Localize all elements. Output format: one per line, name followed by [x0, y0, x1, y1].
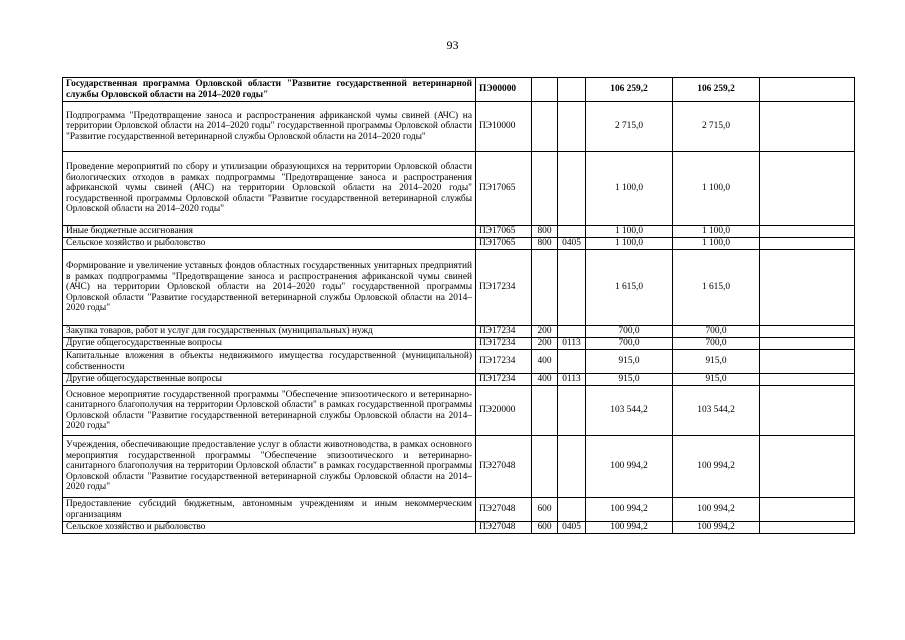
row-code: ПЭ17234 — [476, 374, 532, 386]
row-sum-1: 1 100,0 — [586, 152, 673, 226]
row-sum-2: 100 994,2 — [673, 498, 760, 522]
row-empty-cell — [760, 374, 855, 386]
row-code: ПЭ27048 — [476, 436, 532, 498]
row-sum-1: 103 544,2 — [586, 386, 673, 436]
table-row — [63, 386, 855, 436]
row-section — [558, 498, 586, 522]
row-sum-1: 100 994,2 — [586, 522, 673, 534]
row-sum-1: 915,0 — [586, 350, 673, 374]
row-name: Основное мероприятие государственной программы "Обеспечение эпизоотического и ветеринарно-санитарного благополучия на территории Орловской области" в рамках государственной программы Орловской области "Развитие государственной ветеринарной службы Орловской области на 2014–2020 годы" — [63, 386, 476, 436]
row-empty-cell — [760, 498, 855, 522]
row-sum-2: 1 100,0 — [673, 238, 760, 250]
row-code: ПЭ17234 — [476, 338, 532, 350]
budget-table — [62, 77, 855, 534]
row-expense-type: 800 — [532, 226, 558, 238]
row-expense-type — [532, 436, 558, 498]
row-code: ПЭ17065 — [476, 238, 532, 250]
row-code: ПЭ17065 — [476, 226, 532, 238]
row-section — [558, 250, 586, 326]
row-sum-1: 1 615,0 — [586, 250, 673, 326]
table-row — [63, 326, 855, 338]
row-section: 0113 — [558, 338, 586, 350]
row-sum-1: 915,0 — [586, 374, 673, 386]
budget-table-body — [63, 78, 855, 534]
table-row — [63, 226, 855, 238]
row-section — [558, 226, 586, 238]
row-empty-cell — [760, 386, 855, 436]
table-row — [63, 102, 855, 152]
row-section: 0405 — [558, 238, 586, 250]
row-section: 0113 — [558, 374, 586, 386]
row-section — [558, 102, 586, 152]
row-expense-type — [532, 250, 558, 326]
row-sum-2: 700,0 — [673, 326, 760, 338]
row-sum-1: 1 100,0 — [586, 226, 673, 238]
row-name: Подпрограмма "Предотвращение заноса и распространения африканской чумы свиней (АЧС) на территории Орловской области на 2014–2020 годы" государственной программы Орловской области "Развитие государственной ветеринарной службы Орловской области на 2014–2020 годы" — [63, 102, 476, 152]
row-sum-2: 106 259,2 — [673, 78, 760, 102]
row-name: Сельское хозяйство и рыболовство — [63, 238, 476, 250]
row-name: Формирование и увеличение уставных фондов областных государственных унитарных предприятий в рамках подпрограммы "Предотвращение заноса и распространения африканской чумы свиней (АЧС) на территории Орловской области на 2014–2020 годы" государственной программы Орловской области "Развитие государственной ветеринарной службы Орловской области на 2014–2020 годы" — [63, 250, 476, 326]
row-expense-type: 800 — [532, 238, 558, 250]
row-sum-1: 700,0 — [586, 326, 673, 338]
table-row — [63, 238, 855, 250]
row-sum-2: 103 544,2 — [673, 386, 760, 436]
row-code: ПЭ17234 — [476, 326, 532, 338]
table-row — [63, 350, 855, 374]
row-empty-cell — [760, 522, 855, 534]
row-sum-1: 100 994,2 — [586, 436, 673, 498]
row-empty-cell — [760, 226, 855, 238]
row-sum-2: 1 100,0 — [673, 226, 760, 238]
row-sum-2: 700,0 — [673, 338, 760, 350]
row-name: Другие общегосударственные вопросы — [63, 374, 476, 386]
row-name: Государственная программа Орловской области "Развитие государственной ветеринарной службы Орловской области на 2014–2020 годы" — [63, 78, 476, 102]
row-sum-1: 2 715,0 — [586, 102, 673, 152]
row-sum-2: 100 994,2 — [673, 522, 760, 534]
row-expense-type — [532, 152, 558, 226]
row-name: Иные бюджетные ассигнования — [63, 226, 476, 238]
row-empty-cell — [760, 250, 855, 326]
row-name: Предоставление субсидий бюджетным, автономным учреждениям и иным некоммерческим организациям — [63, 498, 476, 522]
row-sum-2: 1 615,0 — [673, 250, 760, 326]
page-number: 93 — [446, 38, 459, 52]
row-code: ПЭ17234 — [476, 250, 532, 326]
row-name: Проведение мероприятий по сбору и утилизации образующихся на территории Орловской области биологических отходов в рамках подпрограммы "Предотвращение заноса и распространения африканской чумы свиней (АЧС) на территории Орловской области на 2014–2020 годы" государственной программы Орловской области "Развитие государственной ветеринарной службы Орловской области на 2014–2020 годы" — [63, 152, 476, 226]
row-name: Сельское хозяйство и рыболовство — [63, 522, 476, 534]
row-section: 0405 — [558, 522, 586, 534]
row-sum-2: 100 994,2 — [673, 436, 760, 498]
row-expense-type — [532, 78, 558, 102]
row-empty-cell — [760, 78, 855, 102]
row-sum-1: 700,0 — [586, 338, 673, 350]
table-row — [63, 152, 855, 226]
row-code: ПЭ00000 — [476, 78, 532, 102]
row-expense-type: 600 — [532, 498, 558, 522]
table-row — [63, 250, 855, 326]
row-expense-type: 200 — [532, 326, 558, 338]
row-name: Другие общегосударственные вопросы — [63, 338, 476, 350]
row-empty-cell — [760, 338, 855, 350]
row-section — [558, 436, 586, 498]
row-empty-cell — [760, 350, 855, 374]
row-section — [558, 350, 586, 374]
row-sum-2: 915,0 — [673, 350, 760, 374]
row-name: Капитальные вложения в объекты недвижимого имущества государственной (муниципальной) собственности — [63, 350, 476, 374]
row-code: ПЭ27048 — [476, 498, 532, 522]
row-expense-type: 400 — [532, 374, 558, 386]
row-sum-2: 2 715,0 — [673, 102, 760, 152]
row-code: ПЭ27048 — [476, 522, 532, 534]
table-row — [63, 522, 855, 534]
row-empty-cell — [760, 152, 855, 226]
row-section — [558, 326, 586, 338]
row-sum-1: 1 100,0 — [586, 238, 673, 250]
row-code: ПЭ17065 — [476, 152, 532, 226]
row-name: Учреждения, обеспечивающие предоставление услуг в области животноводства, в рамках основного мероприятия государственной программы "Обеспечение эпизоотического и ветеринарно-санитарного благополучия на территории Орловской области" в рамках государственной программы Орловской области "Развитие государственной ветеринарной службы Орловской области на 2014–2020 годы" — [63, 436, 476, 498]
table-row — [63, 374, 855, 386]
row-expense-type: 600 — [532, 522, 558, 534]
row-section — [558, 386, 586, 436]
row-empty-cell — [760, 238, 855, 250]
row-expense-type — [532, 102, 558, 152]
row-empty-cell — [760, 436, 855, 498]
row-name: Закупка товаров, работ и услуг для государственных (муниципальных) нужд — [63, 326, 476, 338]
row-expense-type — [532, 386, 558, 436]
row-code: ПЭ20000 — [476, 386, 532, 436]
row-sum-1: 106 259,2 — [586, 78, 673, 102]
row-empty-cell — [760, 326, 855, 338]
row-expense-type: 200 — [532, 338, 558, 350]
row-sum-2: 915,0 — [673, 374, 760, 386]
table-row — [63, 338, 855, 350]
row-expense-type: 400 — [532, 350, 558, 374]
row-sum-2: 1 100,0 — [673, 152, 760, 226]
row-code: ПЭ10000 — [476, 102, 532, 152]
row-sum-1: 100 994,2 — [586, 498, 673, 522]
row-section — [558, 78, 586, 102]
row-section — [558, 152, 586, 226]
row-code: ПЭ17234 — [476, 350, 532, 374]
table-row — [63, 78, 855, 102]
table-row — [63, 498, 855, 522]
table-row — [63, 436, 855, 498]
row-empty-cell — [760, 102, 855, 152]
